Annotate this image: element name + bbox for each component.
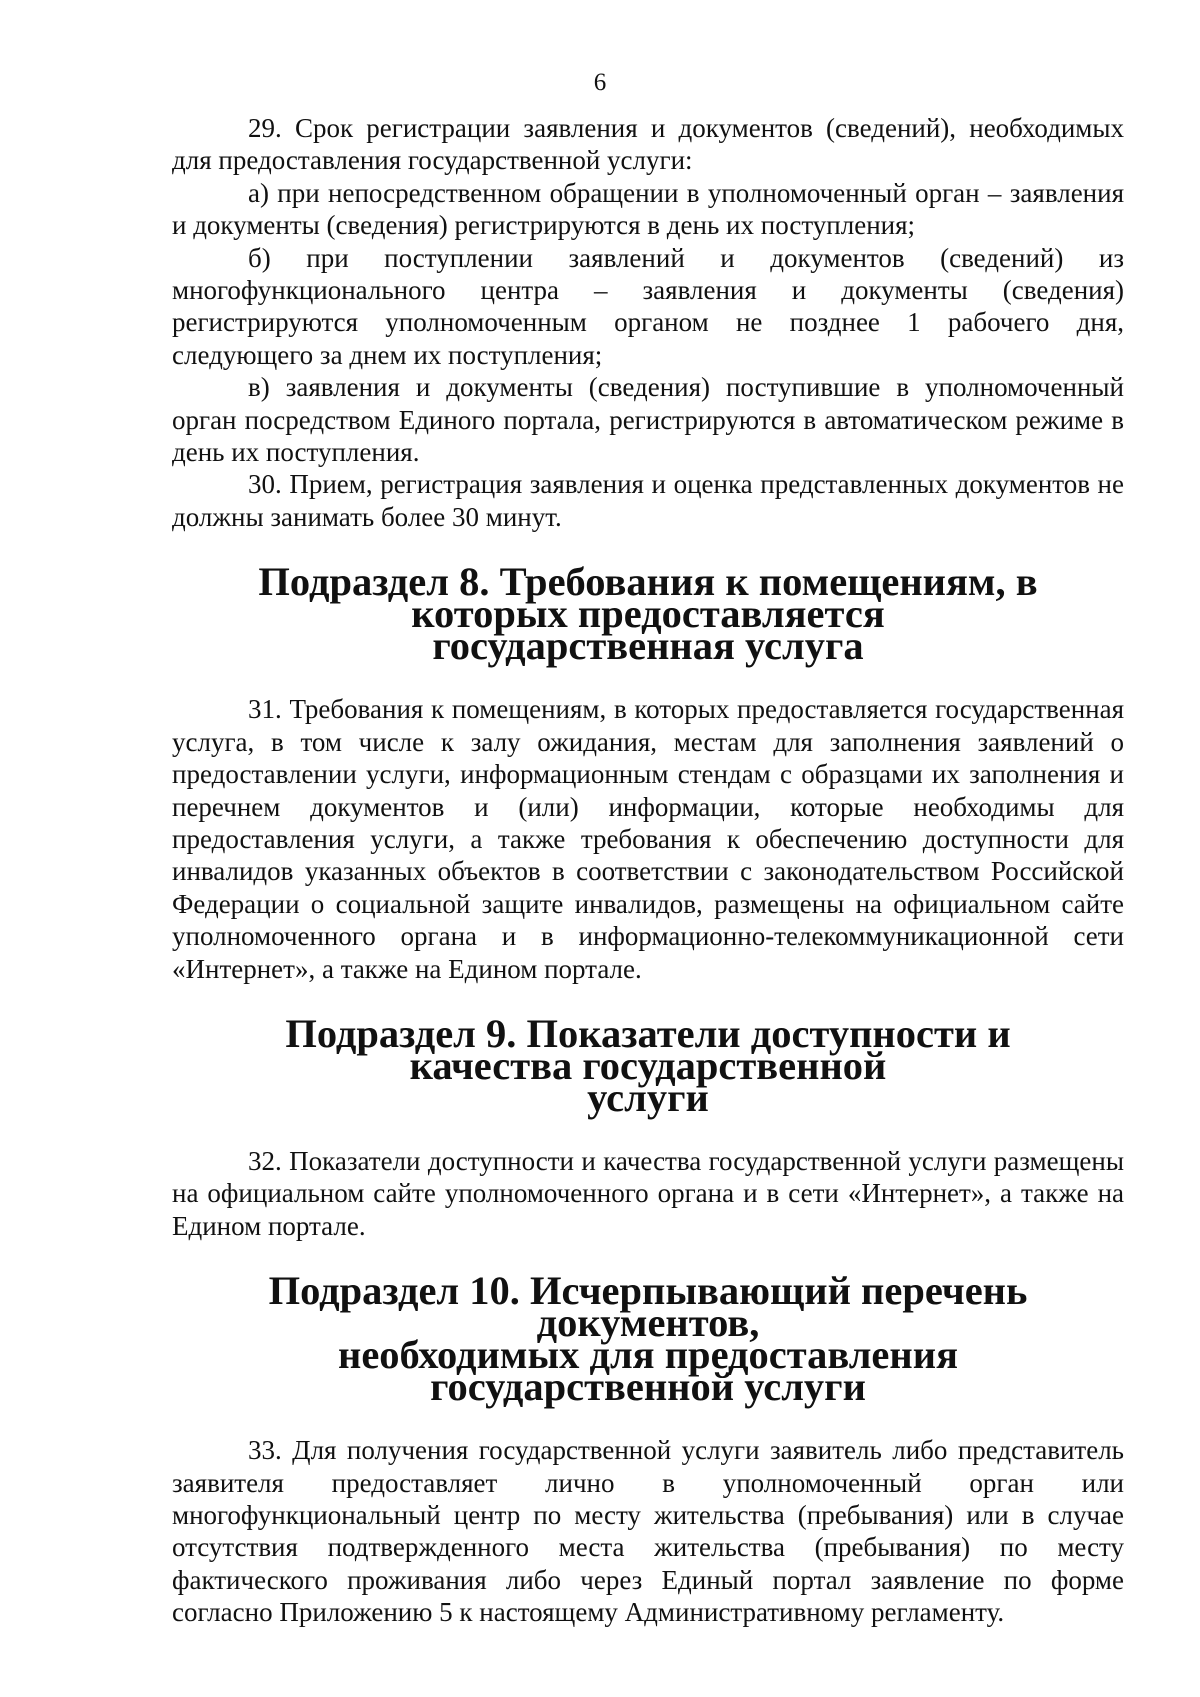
paragraph-29-v: в) заявления и документы (сведения) поступившие в уполномоченный орган посредством Единого портала, регистрируются в автоматическом режиме в день их поступления.	[172, 372, 1124, 468]
paragraph-29-a: а) при непосредственном обращении в уполномоченный орган – заявления и документы (сведения) регистрируются в день их поступления;	[172, 177, 1124, 241]
paragraph-29-b: б) при поступлении заявлений и документов (сведений) из многофункционального центра – заявления и документы (сведения) регистрируются уполномоченным органом не позднее 1 рабочего дня, следующего за днем их поступления;	[172, 242, 1124, 370]
paragraph-30: 30. Прием, регистрация заявления и оценка представленных документов не должны занимать более 30 минут.	[172, 469, 1124, 532]
paragraph-32: 32. Показатели доступности и качества государственной услуги размещены на официальном сайте уполномоченного органа и в сети «Интернет», а также на Едином портале.	[172, 1145, 1124, 1241]
heading-subsection-10	[172, 1268, 1124, 1410]
paragraph-33: 33. Для получения государственной услуги заявитель либо представитель заявителя предоставляет лично в уполномоченный орган или многофункциональный центр по месту жительства (пребывания) или в случае отсутствия подтвержденного места жительства (пребывания) по месту фактического проживания либо через Единый портал заявление по форме согласно Приложению 5 к настоящему Административному регламенту.	[172, 1435, 1124, 1628]
page-number: 6	[593, 69, 607, 96]
heading-subsection-10-line-1: Подраздел 10. Исчерпывающий перечень документов,	[268, 1268, 1028, 1346]
heading-subsection-9-line-2: услуги	[587, 1074, 709, 1120]
heading-subsection-8-line-1: Подраздел 8. Требования к помещениям, в которых предоставляется	[258, 559, 1038, 637]
heading-subsection-9-line-1: Подраздел 9. Показатели доступности и качества государственной	[285, 1010, 1011, 1088]
heading-subsection-8	[172, 559, 1124, 669]
heading-subsection-9	[172, 1010, 1124, 1120]
paragraph-31: 31. Требования к помещениям, в которых предоставляется государственная услуга, в том числе к залу ожидания, местам для заполнения заявлений о предоставлении услуги, информационным стендам с образцами их заполнения и перечнем документов и (или) информации, которые необходимы для предоставления услуги, а также требования к обеспечению доступности для инвалидов указанных объектов в соответствии с законодательством Российской Федерации о социальной защите инвалидов, размещены на официальном сайте уполномоченного органа и в информационно-телекоммуникационной сети «Интернет», а также на Едином портале.	[172, 694, 1124, 984]
heading-subsection-10-line-2: необходимых для предоставления государственной услуги	[338, 1332, 958, 1410]
heading-subsection-8-line-2: государственная услуга	[432, 623, 864, 669]
paragraph-29: 29. Срок регистрации заявления и документов (сведений), необходимых для предоставления государственной услуги:	[172, 113, 1124, 176]
document-body	[172, 112, 1124, 1629]
